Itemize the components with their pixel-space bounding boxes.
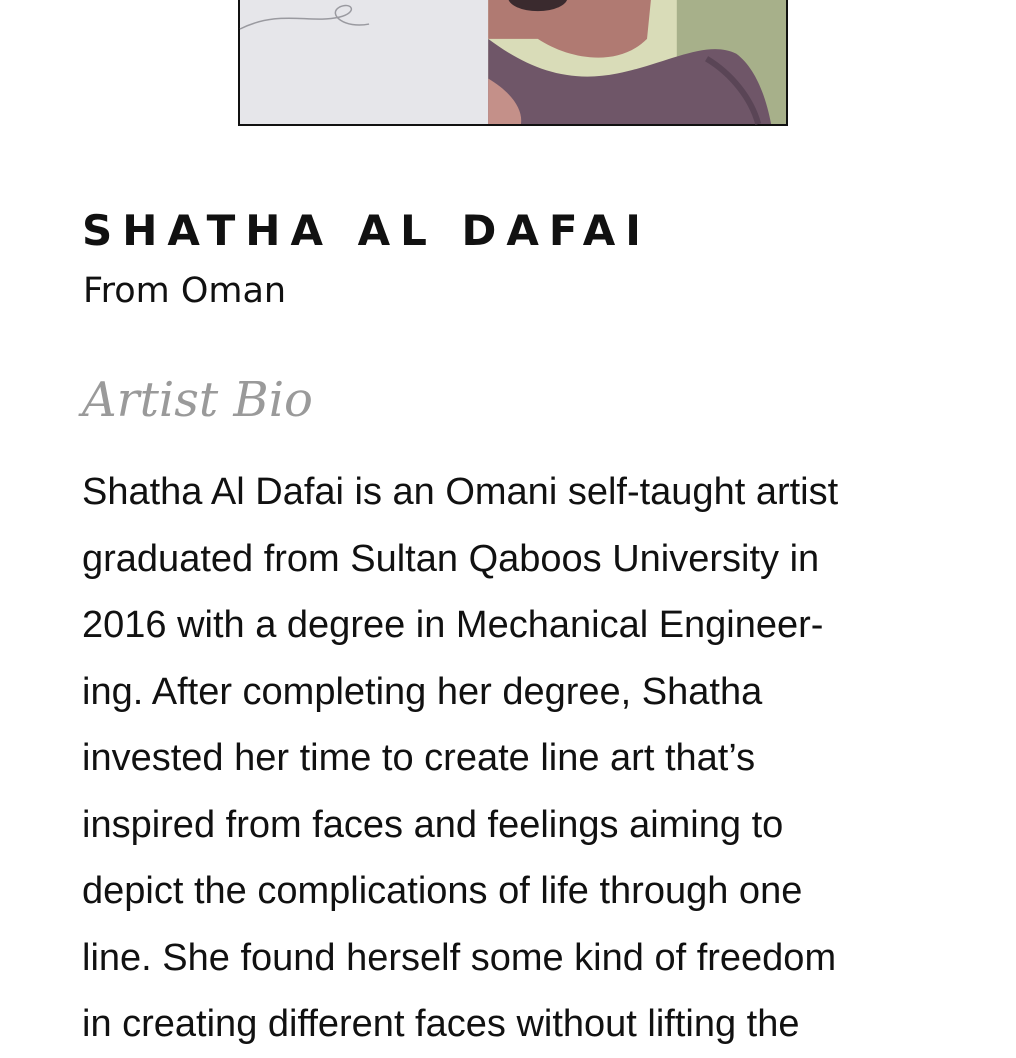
artist-origin: From Oman — [83, 271, 287, 311]
bio-line: inspired from faces and feelings aiming to — [82, 803, 784, 846]
bio-text — [82, 459, 942, 1058]
artist-photo-image — [240, 0, 786, 124]
bio-line: Shatha Al Dafai is an Omani self-taught artist — [82, 471, 839, 513]
bio-line: in creating different faces without lifting the — [82, 1003, 800, 1045]
bio-line: invested her time to create line art that’s — [82, 737, 756, 779]
bio-line: depict the complications of life through one — [82, 870, 803, 912]
artist-name: SHATHA AL DAFAI — [82, 206, 651, 255]
bio-line: line. She found herself some kind of freedom — [82, 936, 837, 979]
bio-line: graduated from Sultan Qaboos University in — [82, 537, 820, 580]
bio-line: ing. After completing her degree, Shatha — [82, 670, 763, 713]
bio-heading: Artist Bio — [82, 372, 313, 428]
artist-photo — [238, 0, 788, 126]
bio-line: 2016 with a degree in Mechanical Engineer- — [82, 604, 824, 646]
